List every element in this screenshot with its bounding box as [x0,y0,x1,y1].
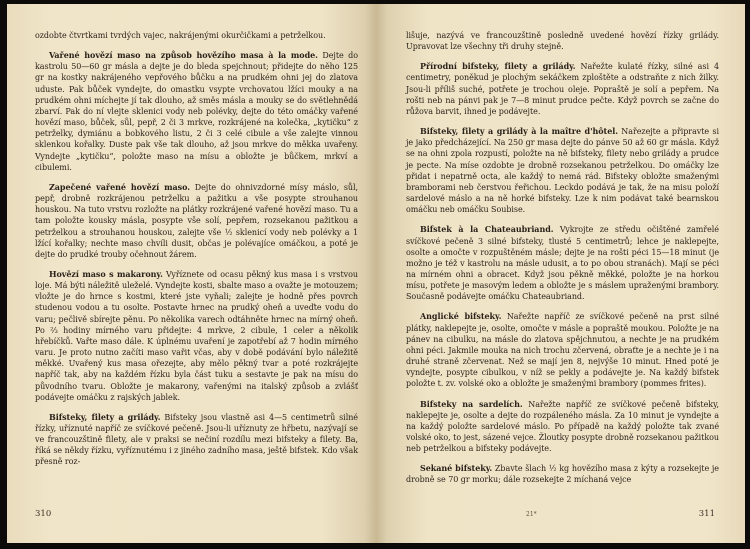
recipe-title: Přírodní bifsteky, filety a grilády. [420,61,576,72]
recipe-text: Bifsteky jsou vlastně asi 4—5 centimetrů silné řízky, uříznuté napříč ze svíčkové pečeně. Jsou-li uříznuty ze hřbetu, nazývají se ve francouzštině filety, ale v praksi se nečiní rozdílu mezi bifsteky a filety. Ba, říká se někdy řízku, vyříznutému i z jiného zadního masa, ještě bifstek. Kdo však přesně roz- [35,412,358,467]
recipe-paragraph [406,399,719,455]
recipe-title: Bifsteky, filety a grilády. [49,411,161,422]
recipe-title: Bifsteky, filety a grilády à la maître d'hôtel. [420,126,618,137]
right-page-text [406,30,719,486]
recipe-title: Hovězí maso s makarony. [49,268,163,279]
recipe-paragraph [406,61,719,117]
recipe-text: Zbavte šlach ½ kg hovězího masa z kýty a rozsekejte je drobně se 70 gr morku; dále rozsekejte 2 míchaná vejce [406,464,719,485]
page-number: 310 [35,509,52,519]
page-number: 311 [698,509,715,519]
recipe-title: Bifstek à la Chateaubriand. [420,224,554,235]
recipe-text: Dejte do ohnivzdorné mísy máslo, sůl, pepř, drobně rozkrájenou petrželku a pažitku a vše posypte strouhanou houskou. Na tuto vrstvu rozložte na plátky rozkrájené vařené hovězí maso. Tu a tam položte kousky másla, posypte vše solí, pepřem, rozsekanou pažitkou a petrželkou a strouhanou houskou, zalejte vše ½ sklenicí vody neb polévky a 1 lžící kořalky; nechte maso chvíli dusit, občas je polévajíce omáčkou, a poté je dejte do prudké trouby očehnout žárem. [35,182,358,259]
recipe-paragraph [35,269,358,403]
recipe-title: Zapečené vařené hovězí maso. [49,181,190,192]
recipe-text: ozdobte čtvrtkami tvrdých vajec, nakrájenými okurčičkami a petrželkou. [35,31,326,40]
right-page [376,4,745,543]
recipe-text: Dejte do kastrolu 50—60 gr másla a dejte je do bleda spejchnout; přidejte do něho 125 gr na kostky nakrájeného vepřového bůčku a na prudkém ohni jej do zlatova uduste. Pak bůček vyndejte, do omastku vsypte vrchovatou lžíci mouky a na prudkém ohni míchejte jí tak dlouho, až směs másla a mouky se do světlehnědá zbarví. Pak do ní vlejte sklenici vody neb polévky, dejte do této omáčky vařené hovězí maso, bůček, sůl, pepř, 2 či 3 mrkve, rozkrájené na kolečka, „kytičku“ z petrželky, dymiánu a bobkového listu, 2 či 3 celé cibule a vše zalejte vinnou sklenkou kořalky. Duste pak vše tak dlouho, až jsou mrkve do měkka uvařeny. Vyndejte „kytičku“, položte maso na mísu a obložte je bůčkem, mrkví a cibulemi. [35,51,358,172]
recipe-paragraph [35,50,358,173]
recipe-paragraph [406,311,719,389]
recipe-paragraph [406,30,719,52]
recipe-text: Nařežte kulaté řízky, silné asi 4 centimetry, poněkud je plochým sekáčkem zploštěte a odstraňte z nich žilky. Jsou-li příliš suché, potřete je trochou oleje. Popraště je solí a pepřem. Na rošti neb na pánvi pak je 7—8 minut prudce pečte. Když povrch se začne do růžova barvit, ihned je podávejte. [406,62,719,116]
left-page [7,4,376,543]
recipe-title: Sekané bifsteky. [420,463,493,474]
recipe-title: Bifsteky na sardelích. [420,398,523,409]
recipe-paragraph [406,126,719,215]
recipe-text: Nařezejte a připravte si je jako předcházející. Na 250 gr masa dejte do pánve 50 až 60 gr másla. Když se na ohni zpola rozpustí, položte na ně bifsteky, filety nebo grilády a prudce je pecte. Na míse ozdobte je drobně rozsekanou petrželkou. Do omáčky lze přidat i nepatrně octa, ale každý to nemá rád. Bifsteky obložte smaženými bramborami neb čerstvou řeřichou. Leckdo podává je tak, že na misu položí sardelové máslo a na ně horké bifsteky. Lze k nim podávat také bearnskou omáčku neb omáčku Soubise. [406,127,719,215]
recipe-paragraph [406,224,719,302]
recipe-paragraph [35,412,358,468]
recipe-text: Vyříznete od ocasu pěkný kus masa i s vrstvou loje. Má býti náležitě uleželé. Vyndejte kosti, sbalte maso a ovažte je motouzem; vložte je do hrnce s kostmi, které jste vyňali; zalejte je hodně přes povrch studenou vodou a tu osolte. Postavte hrnec na prudký oheň a uveďte vodu do varu; pečlivě sbírejte pěnu. Po několika varech odtáhněte hrnec na mírný oheň. Po ⅔ hodiny mírného varu přidejte: 4 mrkve, 2 cibule, 1 celer a několik hřebíčků. Vařte maso dále. K úplnému uvaření je zapotřebí až 7 hodin mírného varu. Je proto nutno začíti maso vařit včas, aby v době podávání bylo náležitě měkké. Uvařený kus masa ořezejte, aby mělo pěkný tvar a poté rozkrájejte napříč tak, aby na každém řízku byla část tuku a sestavte je pak na mísu do původního tvaru. Obložte je makarony, vařenými na italský způsob a zvlášť podávejte omáčku z rajských jablek. [35,269,358,402]
recipe-paragraph [35,30,358,41]
left-page-text [35,30,358,468]
book-spread [7,4,745,543]
recipe-paragraph [406,463,719,485]
recipe-paragraph [35,182,358,260]
recipe-text: Nařežte napříč ze svíčkové pečeně bifsteky, naklepejte je, osolte a dejte do rozpáleného másla. Za 10 minut je vyndejte a na každý položte sardelové máslo. Po případě na každý položte tak zvané volské oko, to jest, sázené vejce. Žloutky posypte drobně rozsekanou pažitkou neb petrželkou a bifsteky podávejte. [406,399,719,454]
recipe-title: Anglické bifsteky. [420,311,502,322]
recipe-text: Nařežte napříč ze svíčkové pečeně na prst silné plátky, naklepejte je, osolte, omočte v másle a popraště moukou. Položte je na pánev na cibulku, na másle do zlatova spějchnutou, a nechte je na prudkém ohni péci. Jakmile mouka na nich trochu zčervená, obraťte je a nechte je i na druhé straně zčervenat. Než se mají jen 8, nejvýše 10 minut. Hned poté je vyndejte, posypte cibulkou, v níž se pekly a podávejte je. Na každý bifstek položte t. zv. volské oko a obložte je smaženými brambory (pommes frites). [406,312,719,389]
recipe-text: lišuje, nazývá ve francouzštině posledně uvedené hovězí řízky grilády. Upravovat lze všechny tři druhy stejně. [406,31,719,52]
recipe-title: Vařené hovězí maso na způsob hovězího masa à la mode. [49,50,318,61]
printer-signature: 21* [526,511,537,518]
recipe-text: Vykrojte ze středu očištěné zamřelé svíčkové pečeně 3 silné bifsteky, tlusté 5 centimetrů; lehce je naklepejte, osolte a omočte v rozpuštěném másle; dejte je na rošti péci 15—18 minut (je možno je též v kastrolu na másle udusit, a to po obou stranách). Mají se péci na mírném ohni a obracet. Když jsou pěkně měkké, položte je na horkou mísu, potřete je masovým ledem a obložte je s máslem upraženými brambory. Současně podávejte omáčku Chateaubriand. [406,225,719,302]
